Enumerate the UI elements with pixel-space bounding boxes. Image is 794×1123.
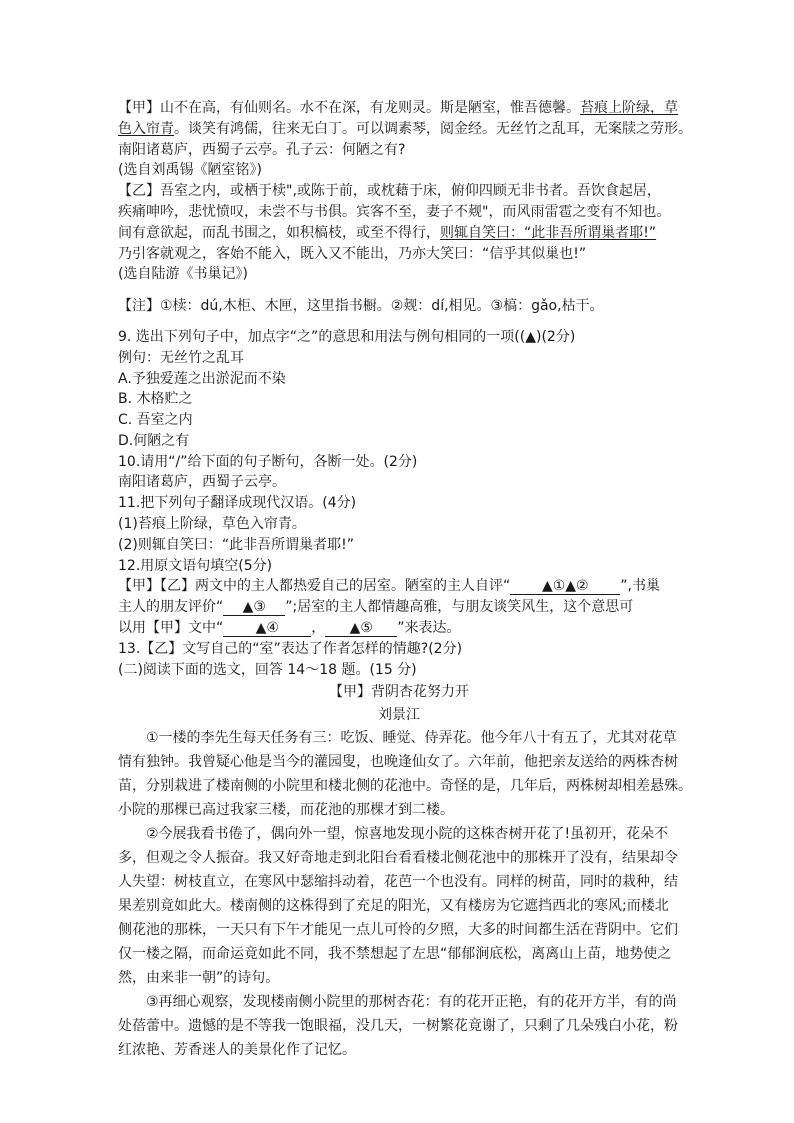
- article-paragraph-1: 小院的那棵已高过我家三楼，而花池的那棵才到二楼。: [118, 802, 454, 818]
- question-12-line-2: 主人的朋友评价“ ▲③ ”;居室的主人都情趣高雅，与朋友谈笑风生，这个意思可: [118, 599, 634, 615]
- answer-blank[interactable]: ▲⑤: [325, 619, 397, 637]
- passage-b-line-4: 乃引客就观之，客始不能入，既入又不能出，乃亦大笑曰：“信乎其似巢也!”: [118, 246, 587, 262]
- passage-a-line-3: 南阳诸葛庐，西蜀子云亭。孔子云：何陋之有?: [118, 142, 406, 158]
- question-13: 13.【乙】文写自己的“室”表达了作者怎样的情趣?(2分): [118, 641, 463, 657]
- section-2-intro: (二)阅读下面的选文，回答 14～18 题。(15 分): [118, 662, 417, 678]
- question-9-option-b: B. 木格贮之: [118, 391, 193, 407]
- article-paragraph-2: 果差别竟如此大。楼南侧的这株得到了充足的阳光，又有楼房为它遮挡西北的寒风;而楼北: [118, 898, 669, 914]
- question-9-example: 例句：无丝竹之乱耳: [118, 350, 244, 366]
- article-paragraph-2: 人失望：树枝直立，在寒风中瑟缩抖动着，花芭一个也没有。同样的树苗，同时的栽种，结: [118, 874, 678, 890]
- article-author: 刘景江: [378, 707, 420, 723]
- underlined-sentence: 则辄自笑曰：“此非吾所谓巢者耶!”: [440, 225, 657, 241]
- article-paragraph-2: 侧花池的那株，一天只有下午才能见一点儿可怜的夕照，大多的时间都生活在背阴中。它们: [118, 922, 678, 938]
- article-paragraph-2: 然，由来非一朝”的诗句。: [118, 970, 280, 986]
- article-title: 【甲】背阴杏花努力开: [329, 684, 469, 700]
- article-paragraph-3: 处蓓蕾中。遗憾的是不等我一饱眼福，没几天，一树繁花竟谢了，只剩了几朵残白小花，粉: [118, 1018, 678, 1034]
- question-12-line-1: 【甲】【乙】两文中的主人都热爱自己的居室。陋室的主人自评“ ▲①▲② ”,书巢: [118, 578, 660, 594]
- passage-a-source: (选自刘禹锡《陋室铭》): [118, 162, 262, 178]
- answer-blank[interactable]: ▲①▲②: [510, 577, 620, 595]
- article-paragraph-2: 多，但观之令人振奋。我又好奇地走到北阳台看看楼北侧花池中的那株开了没有，结果却令: [118, 850, 678, 866]
- underlined-sentence: 色入帘青: [118, 121, 174, 137]
- annotation-note: 【注】①椟：dú,木柜、木匣，这里指书橱。②觌：dí,相见。③槁：gǎo,枯干。: [118, 298, 604, 314]
- passage-b-line-1: 【乙】吾室之内，或栖于椟",或陈于前，或枕藉于床，俯仰四顾无非书者。吾饮食起居，: [118, 183, 661, 199]
- article-paragraph-1: ①一楼的李先生每天任务有三：吃饭、睡觉、侍弄花。他今年八十有五了，尤其对花草: [146, 730, 677, 746]
- question-11-item-1: (1)苔痕上阶绿，草色入帘青。: [118, 516, 306, 532]
- question-9-option-d: D.何陋之有: [118, 433, 190, 449]
- passage-a-line-1: 【甲】山不在高，有仙则名。水不在深，有龙则灵。斯是陋室，惟吾德馨。苔痕上阶绿，草: [118, 100, 678, 116]
- question-11-item-2: (2)则辄自笑曰：“此非吾所谓巢者耶!”: [118, 537, 354, 553]
- passage-a-line-2: 色入帘青。谈笑有鸿儒，往来无白丁。可以调素琴，阅金经。无丝竹之乱耳，无案牍之劳形。: [118, 121, 692, 137]
- question-9: 9. 选出下列句子中，加点字“之”的意思和用法与例句相同的一项((▲)(2分): [118, 329, 576, 345]
- answer-blank[interactable]: ▲④: [223, 619, 311, 637]
- question-12-line-3: 以用【甲】文中“ ▲④ ， ▲⑤ ”来表达。: [118, 620, 461, 636]
- passage-b-line-2: 疾痛呻吟，悲忧愤叹，未尝不与书俱。宾客不至，妻子不觌"，而风雨雷雹之变有不知也。: [118, 204, 671, 220]
- article-paragraph-2: ②今展我看书倦了，偶向外一望，惊喜地发现小院的这株杏树开花了!虽初开，花朵不: [146, 826, 669, 842]
- question-9-option-a: A.予独爱莲之出淤泥而不染: [118, 371, 286, 387]
- question-11: 11.把下列句子翻译成现代汉语。(4分): [118, 495, 357, 511]
- question-10: 10.请用“/”给下面的句子断句，各断一处。(2分): [118, 454, 418, 470]
- passage-b-source: (选自陆游《书巢记》): [118, 266, 248, 282]
- article-paragraph-3: 红浓艳、芳香迷人的美景化作了记忆。: [118, 1042, 356, 1058]
- article-paragraph-3: ③再细心观察，发现楼南侧小院里的那树杏花：有的花开正艳，有的花开方半，有的尚: [146, 994, 677, 1010]
- passage-b-line-3: 间有意欲起，而乱书围之，如积槁枝，或至不得行，则辄自笑曰：“此非吾所谓巢者耶!”: [118, 225, 657, 241]
- article-paragraph-1: 情有独钟。我曾疑心他是当今的灌园叟，也晚逢仙女了。六年前，他把亲友送给的两株杏树: [118, 754, 678, 770]
- article-paragraph-1: 苗，分别栽进了楼南侧的小院里和楼北侧的花池中。奇怪的是，几年后，两株树却相差悬殊。: [118, 778, 692, 794]
- underlined-sentence: 苔痕上阶绿，草: [580, 100, 678, 116]
- article-paragraph-2: 仅一楼之隔，而命运竟如此不同，我不禁想起了左思“郁郁涧底松，离离山上苗，地势使之: [118, 946, 672, 962]
- question-9-option-c: C. 吾室之内: [118, 412, 193, 428]
- answer-blank[interactable]: ▲③: [223, 598, 285, 616]
- question-10-text: 南阳诸葛庐，西蜀子云亭。: [118, 474, 286, 490]
- question-12: 12.用原文语句填空(5分): [118, 558, 273, 574]
